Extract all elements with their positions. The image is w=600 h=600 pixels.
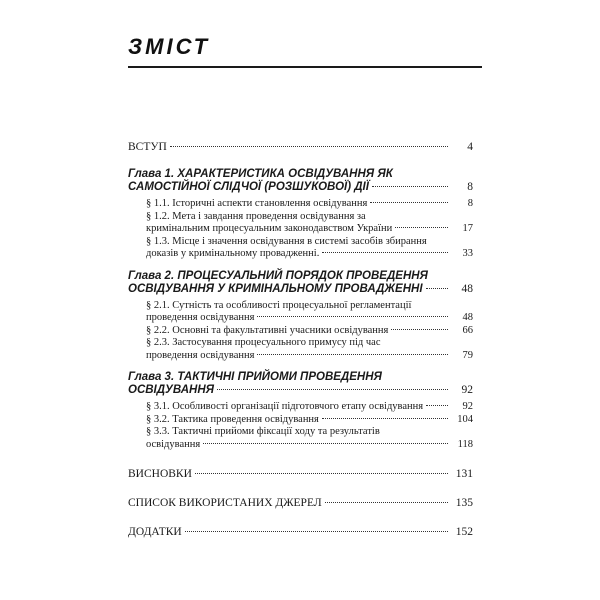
toc-page-number: 135 [455,497,473,509]
chapter-title-line1: Глава 2. ПРОЦЕСУАЛЬНИЙ ПОРЯДОК ПРОВЕДЕННЯ [128,269,428,282]
section-title-line2: кримінальним процесуальним законодавством України [146,223,393,234]
leader-dots [217,389,448,390]
leader-dots [322,418,448,419]
toc-section-2-3[interactable] [128,337,473,362]
toc-page-number: 131 [455,468,473,480]
table-of-contents [128,140,473,540]
toc-page-number: 8 [467,198,473,209]
toc-entry-conclusions[interactable] [128,467,473,482]
section-title-line1: § 2.1. Сутність та особливості процесуальної регламентації [146,299,412,311]
toc-section-2-2[interactable] [128,325,473,338]
toc-page-number: 79 [462,349,473,361]
chapter-title-line2: ОСВІДУВАННЯ У КРИМІНАЛЬНОМУ ПРОВАДЖЕННІ [128,282,423,295]
contents-heading: ЗМІСТ [128,34,211,59]
chapter-title-line1: Глава 3. ТАКТИЧНІ ПРИЙОМИ ПРОВЕДЕННЯ [128,371,382,383]
toc-section-3-2[interactable] [128,414,473,427]
toc-page-number: 33 [462,248,473,259]
toc-page-number: 92 [462,401,473,412]
section-title-line2: проведення освідування [146,349,255,361]
section-title-line1: § 1.3. Місце і значення освідування в системі засобів збирання [146,235,427,247]
toc-entry-intro[interactable] [128,140,473,155]
toc-entry-appendices[interactable] [128,525,473,540]
chapter-title-line2: САМОСТІЙНОЇ СЛІДЧОЇ (РОЗШУКОВОЇ) ДІЇ [128,181,369,193]
leader-dots [257,316,448,317]
toc-section-1-2[interactable] [128,211,473,236]
leader-dots [325,502,448,503]
leader-dots [426,405,448,406]
toc-section-1-3[interactable] [128,236,473,261]
chapter-title-line1: Глава 1. ХАРАКТЕРИСТИКА ОСВІДУВАННЯ ЯК [128,168,393,180]
section-title-line1: § 3.3. Тактичні прийоми фіксації ходу та результатів [146,426,380,437]
toc-entry-sources[interactable] [128,496,473,511]
toc-page-number: 104 [457,413,473,425]
toc-chapter-2[interactable] [128,270,473,296]
chapter-title-line2: ОСВІДУВАННЯ [128,384,215,396]
heading-underline [128,66,482,68]
leader-dots [370,202,448,203]
toc-entry-label: ВИСНОВКИ [128,468,192,480]
section-title-line1: § 1.2. Мета і завдання проведення освідування за [146,210,366,222]
leader-dots [195,473,448,474]
leader-dots [372,186,448,187]
section-title-line1: § 2.3. Застосування процесуального примусу під час [146,337,381,348]
leader-dots [395,227,448,228]
leader-dots [185,531,448,532]
toc-chapter-3[interactable] [128,371,473,397]
leader-dots [203,443,448,444]
toc-entry-label: СПИСОК ВИКОРИСТАНИХ ДЖЕРЕЛ [128,497,322,509]
toc-entry-label: ДОДАТКИ [128,526,182,538]
toc-page-number: 17 [462,223,473,234]
toc-page-number: 118 [457,438,473,450]
toc-chapter-1[interactable] [128,168,473,194]
section-title: § 3.1. Особливості організації підготовчого етапу освідування [146,401,424,412]
section-title: § 2.2. Основні та факультативні учасники освідування [146,324,389,336]
section-title: § 3.2. Тактика проведення освідування [146,413,319,425]
toc-page-number: 8 [467,181,473,193]
toc-section-2-1[interactable] [128,300,473,325]
toc-section-3-1[interactable] [128,401,473,414]
toc-page-number: 152 [455,526,473,538]
leader-dots [322,252,448,253]
toc-entry-label: ВСТУП [128,141,167,153]
section-title-line2: доказів у кримінальному провадженні. [146,248,320,259]
toc-section-1-1[interactable] [128,198,473,211]
toc-page-number: 4 [467,141,473,153]
section-title: § 1.1. Історичні аспекти становлення освідування [146,198,368,209]
toc-page-number: 66 [462,324,473,336]
leader-dots [391,329,448,330]
toc-page-number: 48 [461,282,473,295]
section-title-line2: освідування [146,438,201,450]
section-title-line2: проведення освідування [146,312,255,323]
toc-page-number: 48 [462,312,473,323]
leader-dots [170,146,448,147]
leader-dots [426,288,448,289]
leader-dots [257,354,448,355]
toc-section-3-3[interactable] [128,426,473,451]
toc-page-number: 92 [461,384,473,396]
